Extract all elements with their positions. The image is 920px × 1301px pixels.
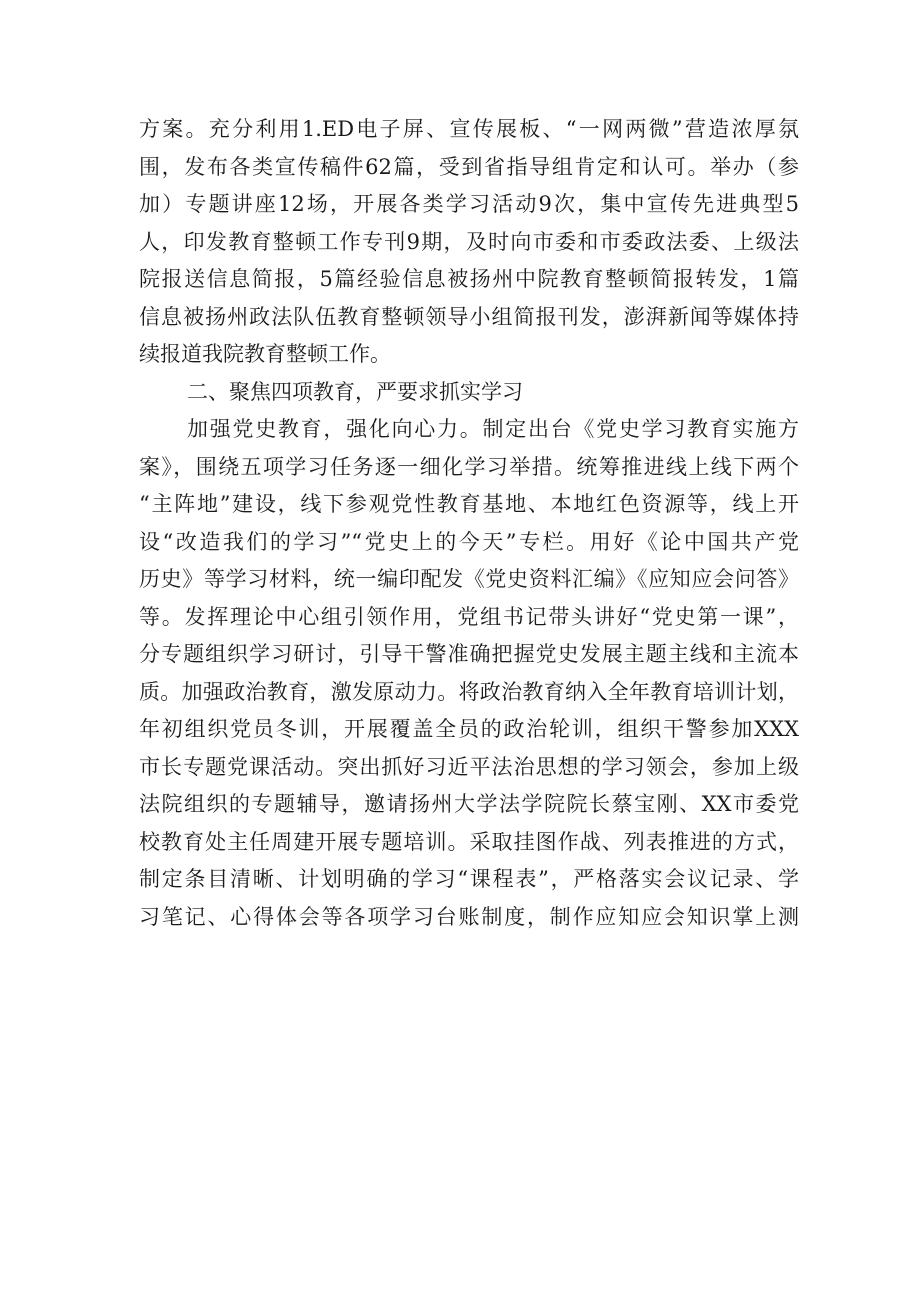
text-line: 年初组织党员冬训，开展覆盖全员的政治轮训，组织干警参加XXX [139,717,799,741]
body-text [139,111,799,936]
text-line: 法院组织的专题辅导，邀请扬州大学法学院院长蔡宝刚、XX市委党 [139,792,799,816]
text-line: 院报送信息简报，5篇经验信息被扬州中院教育整顿简报转发，1篇 [139,267,799,291]
text-line: 设“改造我们的学习”“党史上的今天”专栏。用好《论中国共产党 [139,529,799,554]
text-line: 制定条目清晰、计划明确的学习“课程表”，严格落实会议记录、学 [139,867,799,891]
text-line: 质。加强政治教育，激发原动力。将政治教育纳入全年教育培训计划， [139,679,799,704]
text-line: 加强党史教育，强化向心力。制定出台《党史学习教育实施方 [187,417,799,441]
text-line: 方案。充分利用1.ED电子屏、宣传展板、“一网两微”营造浓厚氛 [139,117,799,141]
text-line: 校教育处主任周建开展专题培训。采取挂图作战、列表推进的方式， [139,829,799,854]
text-line: 续报道我院教育整顿工作。 [139,342,391,366]
text-line: 加）专题讲座12场，开展各类学习活动9次，集中宣传先进典型5 [139,192,799,216]
text-line: 围，发布各类宣传稿件62篇，受到省指导组肯定和认可。举办（参 [139,154,799,179]
text-line: 历史》等学习材料，统一编印配发《党史资料汇编》《应知应会问答》 [139,567,799,591]
text-line: 案》，围绕五项学习任务逐一细化学习举措。统筹推进线上线下两个 [139,454,799,479]
text-line: 信息被扬州政法队伍教育整顿领导小组简报刊发，澎湃新闻等媒体持 [139,304,799,329]
text-line: “主阵地”建设，线下参观党性教育基地、本地红色资源等，线上开 [139,492,799,516]
text-line: 等。发挥理论中心组引领作用，党组书记带头讲好“党史第一课”， [139,604,799,629]
text-line: 分专题组织学习研讨，引导干警准确把握党史发展主题主线和主流本 [139,642,799,666]
text-line: 人，印发教育整顿工作专刊9期，及时向市委和市委政法委、上级法 [139,229,799,254]
text-line: 二、聚焦四项教育，严要求抓实学习 [187,379,523,404]
text-line: 市长专题党课活动。突出抓好习近平法治思想的学习领会，参加上级 [139,754,799,779]
text-line: 习笔记、心得体会等各项学习台账制度，制作应知应会知识掌上测 [139,904,799,929]
